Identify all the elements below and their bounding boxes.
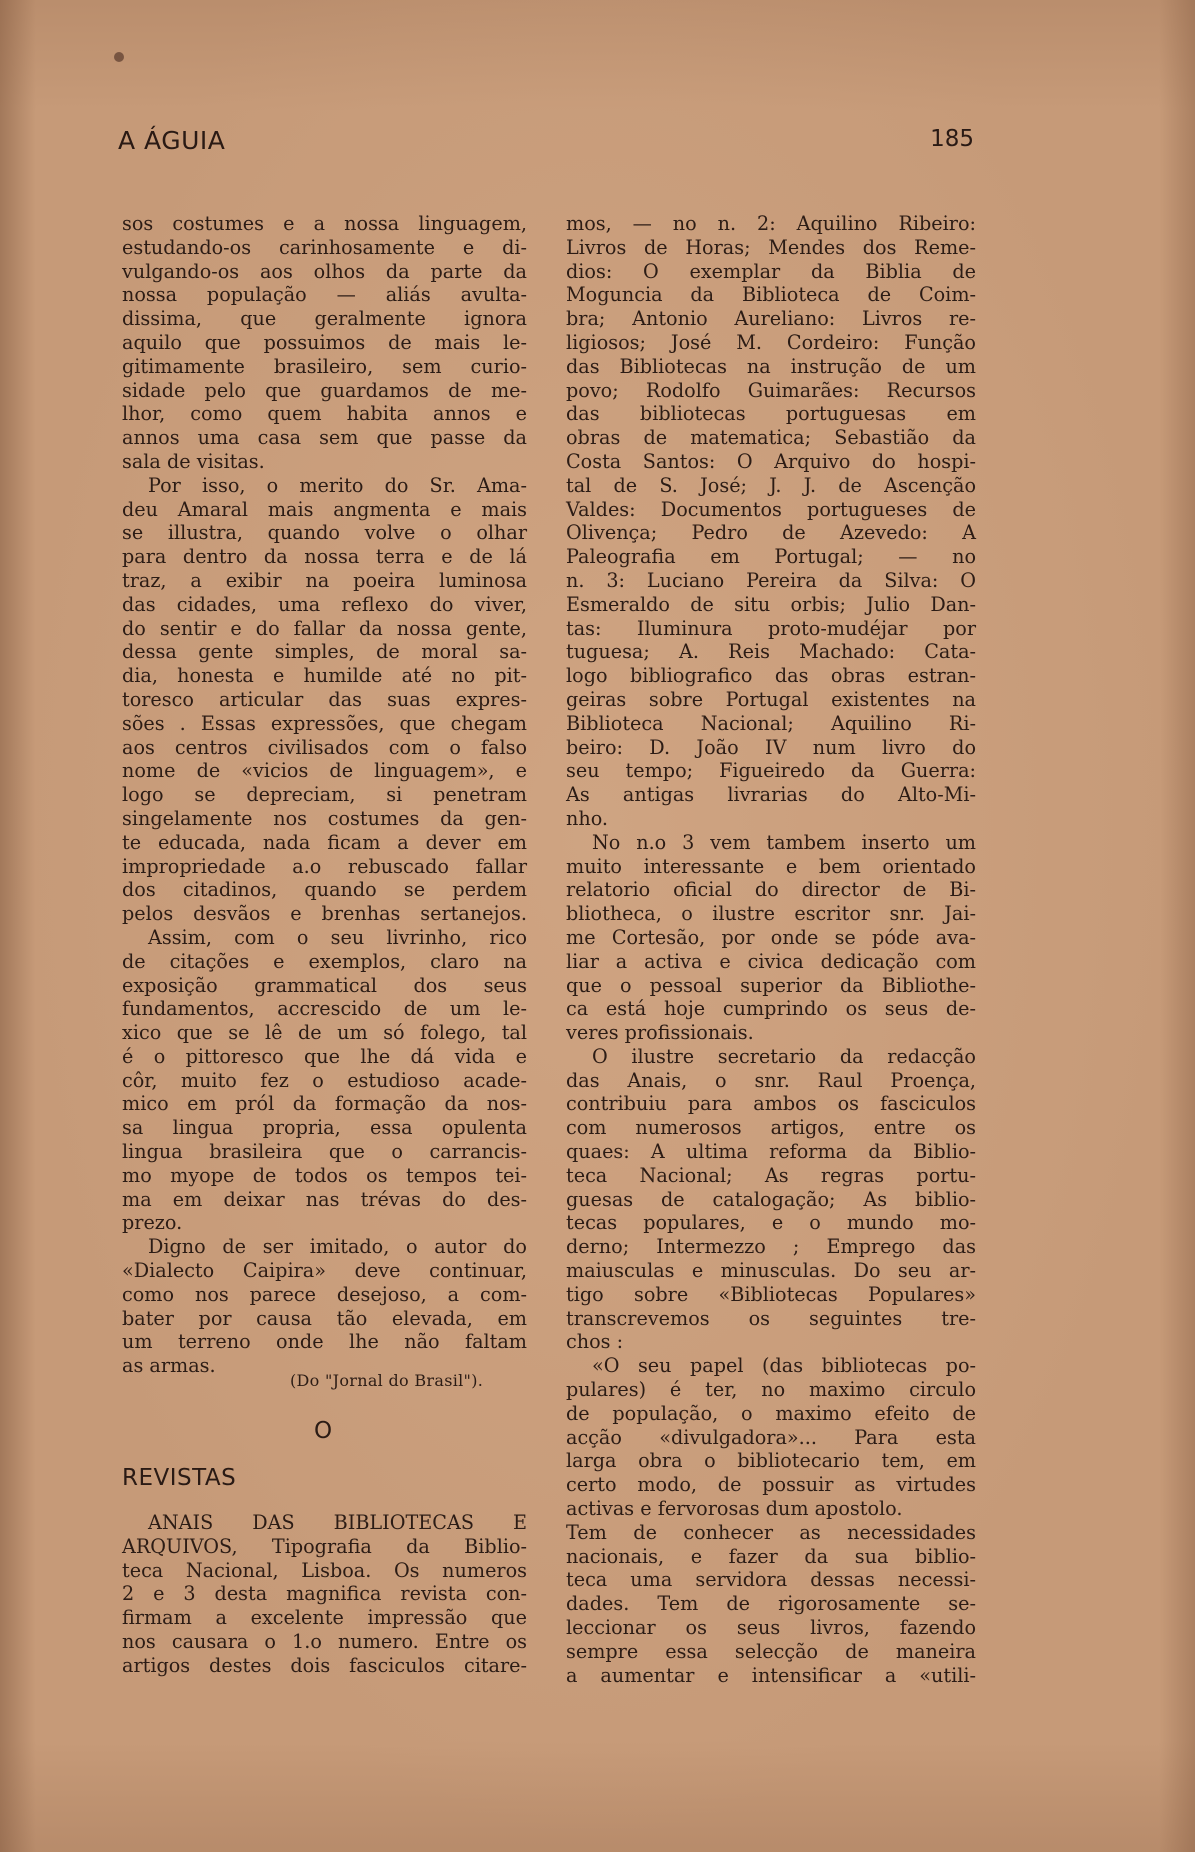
text-line: vulgando-os aos olhos da parte da [122, 259, 527, 283]
text-line: um terreno onde lhe não faltam [122, 1330, 527, 1354]
text-line: nacionais, e fazer da sua biblio- [566, 1544, 976, 1568]
text-line: beiro: D. João IV num livro do [566, 735, 976, 759]
text-line: Livros de Horas; Mendes dos Reme- [566, 235, 976, 259]
text-line: lhor, como quem habita annos e [122, 402, 527, 426]
text-line: lingua brasileira que o carrancis- [122, 1140, 527, 1164]
text-line: activas e fervorosas dum apostolo. [566, 1497, 903, 1521]
text-line: dia, honesta e humilde até no pit- [122, 664, 527, 688]
text-line: n. 3: Luciano Pereira da Silva: O [566, 568, 976, 592]
text-line: relatorio oficial do director de Bi- [566, 878, 976, 902]
text-line: liar a activa e civica dedicação com [566, 949, 976, 973]
text-line: geiras sobre Portugal existentes na [566, 687, 976, 711]
text-line: dissima, que geralmente ignora [122, 307, 527, 331]
text-line: ma em deixar nas trévas do des- [122, 1187, 527, 1211]
text-line: Biblioteca Nacional; Aquilino Ri- [566, 711, 976, 735]
text-line: côr, muito fez o estudioso acade- [122, 1068, 527, 1092]
text-line: prezo. [122, 1211, 183, 1235]
text-line: para dentro da nossa terra e de lá [122, 545, 527, 569]
text-line: 2 e 3 desta magnifica revista con- [122, 1582, 527, 1606]
text-line: certo modo, de possuir as virtudes [566, 1473, 976, 1497]
text-line: bater por causa tão elevada, em [122, 1306, 527, 1330]
text-line: impropriedade a.o rebuscado fallar [122, 854, 527, 878]
text-line: muito interessante e bem orientado [566, 854, 976, 878]
text-line: aos centros civilisados com o falso [122, 735, 527, 759]
text-line: chos : [566, 1330, 624, 1354]
text-line: te educada, nada ficam a dever em [122, 830, 527, 854]
text-line: Assim, com o seu livrinho, rico [148, 925, 527, 949]
text-line: O ilustre secretario da redacção [592, 1044, 976, 1068]
text-line: se illustra, quando volve o olhar [122, 521, 527, 545]
right-column [566, 212, 976, 1687]
text-line: «Dialecto Caipira» deve continuar, [122, 1259, 527, 1283]
text-line: as armas. [122, 1354, 216, 1378]
text-line: teca uma servidora dessas necessi- [566, 1568, 976, 1592]
page-number: 185 [930, 126, 974, 152]
text-line: exposição grammatical dos seus [122, 973, 527, 997]
text-line: dios: O exemplar da Biblia de [566, 259, 976, 283]
text-line: «O seu papel (das bibliotecas po- [592, 1354, 976, 1378]
text-line: povo; Rodolfo Guimarães: Recursos [566, 378, 976, 402]
text-line: estudando-os carinhosamente e di- [122, 235, 527, 259]
text-line: teca Nacional, Lisboa. Os numeros [122, 1558, 527, 1582]
text-line: Costa Santos: O Arquivo do hospi- [566, 449, 976, 473]
text-line: logo bibliografico das obras estran- [566, 664, 976, 688]
ink-speck [114, 52, 124, 62]
text-line: ANAIS DAS BIBLIOTECAS E [148, 1511, 527, 1534]
text-line: obras de matematica; Sebastião da [566, 426, 976, 450]
text-line: gitimamente brasileiro, sem curio- [122, 354, 527, 378]
text-line: como nos parece desejoso, a com- [122, 1282, 527, 1306]
text-line: quaes: A ultima reforma da Biblio- [566, 1140, 976, 1164]
text-line: nos causara o 1.o numero. Entre os [122, 1629, 527, 1653]
text-line: sempre essa selecção de maneira [566, 1639, 976, 1663]
text-line: logo se depreciam, si penetram [122, 783, 527, 807]
text-line: aquilo que possuimos de mais le- [122, 330, 527, 354]
text-line: mo myope de todos os tempos tei- [122, 1163, 527, 1187]
text-line: Olivença; Pedro de Azevedo: A [566, 521, 976, 545]
text-line: Tem de conhecer as necessidades [566, 1520, 976, 1544]
left-column [122, 212, 527, 1378]
text-line: bliotheca, o ilustre escritor snr. Jai- [566, 902, 976, 926]
text-line: derno; Intermezzo ; Emprego das [566, 1235, 976, 1259]
text-line: tecas populares, e o mundo mo- [566, 1211, 976, 1235]
text-line: me Cortesão, por onde se póde ava- [566, 925, 976, 949]
text-line: Esmeraldo de situ orbis; Julio Dan- [566, 592, 976, 616]
text-line: fundamentos, accrescido de um le- [122, 997, 527, 1021]
page-header [118, 126, 974, 160]
text-line: artigos destes dois fasciculos citare- [122, 1653, 527, 1677]
text-line: das bibliotecas portuguesas em [566, 402, 976, 426]
text-line: mos, — no n. 2: Aquilino Ribeiro: [566, 212, 976, 235]
text-line: sidade pelo que guardamos de me- [122, 378, 527, 402]
text-line: ligiosos; José M. Cordeiro: Função [566, 330, 976, 354]
text-line: mico em pról da formação da nos- [122, 1092, 527, 1116]
text-line: do sentir e do fallar da nossa gente, [122, 616, 527, 640]
text-line: tas: Iluminura proto-mudéjar por [566, 616, 976, 640]
text-line: ca está hoje cumprindo os seus de- [566, 997, 976, 1021]
running-title: A ÁGUIA [118, 126, 226, 155]
section-heading: REVISTAS [122, 1465, 237, 1491]
text-line: tigo sobre «Bibliotecas Populares» [566, 1282, 976, 1306]
section-separator: O [314, 1418, 333, 1444]
text-line: tuguesa; A. Reis Machado: Cata- [566, 640, 976, 664]
text-line: nossa população — aliás avulta- [122, 283, 527, 307]
text-line: veres profissionais. [566, 1021, 754, 1045]
text-line: annos uma casa sem que passe da [122, 426, 527, 450]
text-line: acção «divulgadora»... Para esta [566, 1425, 976, 1449]
source-credit: (Do "Jornal do Brasil"). [290, 1371, 484, 1390]
text-line: sões . Essas expressões, que chegam [122, 711, 527, 735]
text-line: deu Amaral mais angmenta e mais [122, 497, 527, 521]
text-line: singelamente nos costumes da gen- [122, 806, 527, 830]
text-line: xico que se lê de um só folego, tal [122, 1021, 527, 1045]
text-line: Por isso, o merito do Sr. Ama- [148, 473, 527, 497]
text-line: que o pessoal superior da Bibliothe- [566, 973, 976, 997]
text-line: As antigas livrarias do Alto-Mi- [566, 783, 976, 807]
text-line: pulares) é ter, no maximo circulo [566, 1378, 976, 1402]
text-line: das cidades, uma reflexo do viver, [122, 592, 527, 616]
text-line: a aumentar e intensificar a «utili- [566, 1663, 976, 1687]
text-line: Valdes: Documentos portugueses de [566, 497, 976, 521]
text-line: nome de «vicios de linguagem», e [122, 759, 527, 783]
text-line: de população, o maximo efeito de [566, 1401, 976, 1425]
text-line: Moguncia da Biblioteca de Coim- [566, 283, 976, 307]
text-line: sala de visitas. [122, 449, 265, 473]
text-line: toresco articular das suas expres- [122, 687, 527, 711]
text-line: firmam a excelente impressão que [122, 1606, 527, 1630]
revistas-paragraph [122, 1511, 527, 1678]
text-line: é o pittoresco que lhe dá vida e [122, 1044, 527, 1068]
text-line: sa lingua propria, essa opulenta [122, 1116, 527, 1140]
text-line: larga obra o bibliotecario tem, em [566, 1449, 976, 1473]
text-line: seu tempo; Figueiredo da Guerra: [566, 759, 976, 783]
text-line: leccionar os seus livros, fazendo [566, 1616, 976, 1640]
text-line: com numerosos artigos, entre os [566, 1116, 976, 1140]
text-line: No n.o 3 vem tambem inserto um [592, 830, 976, 854]
text-line: nho. [566, 806, 609, 830]
text-line: guesas de catalogação; As biblio- [566, 1187, 976, 1211]
text-line: ARQUIVOS, Tipografia da Biblio- [122, 1534, 527, 1558]
text-line: das Bibliotecas na instrução de um [566, 354, 976, 378]
text-line: tal de S. José; J. J. de Ascenção [566, 473, 976, 497]
text-line: dos citadinos, quando se perdem [122, 878, 527, 902]
text-line: contribuiu para ambos os fasciculos [566, 1092, 976, 1116]
text-line: bra; Antonio Aureliano: Livros re- [566, 307, 976, 331]
text-line: Digno de ser imitado, o autor do [148, 1235, 527, 1259]
text-line: traz, a exibir na poeira luminosa [122, 568, 527, 592]
text-line: pelos desvãos e brenhas sertanejos. [122, 902, 527, 926]
text-line: Paleografia em Portugal; — no [566, 545, 976, 569]
text-line: de citações e exemplos, claro na [122, 949, 527, 973]
text-line: sos costumes e a nossa linguagem, [122, 212, 527, 235]
text-line: transcrevemos os seguintes tre- [566, 1306, 976, 1330]
text-line: dades. Tem de rigorosamente se- [566, 1592, 976, 1616]
text-line: teca Nacional; As regras portu- [566, 1163, 976, 1187]
text-line: maiusculas e minusculas. Do seu ar- [566, 1259, 976, 1283]
text-line: das Anais, o snr. Raul Proença, [566, 1068, 976, 1092]
text-line: dessa gente simples, de moral sa- [122, 640, 527, 664]
